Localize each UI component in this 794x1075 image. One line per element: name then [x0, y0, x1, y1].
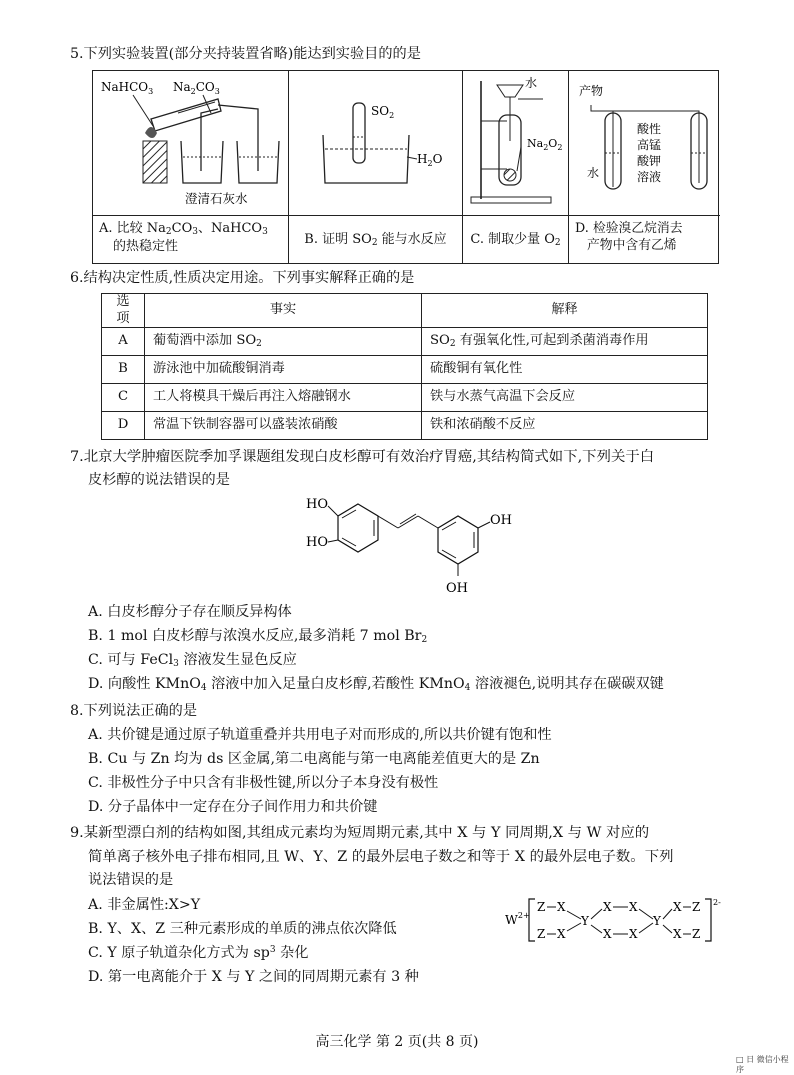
q5-option-b: B. 证明 $SO_2$ 能与水反应 — [289, 215, 462, 265]
q5-cell-c — [463, 71, 569, 263]
svg-text:Z: Z — [537, 927, 546, 941]
svg-text:X: X — [673, 900, 682, 914]
svg-text:Z: Z — [537, 900, 546, 914]
svg-text:酸性: 酸性 — [637, 122, 662, 136]
apparatus-c-diagram — [463, 71, 569, 215]
svg-text:X: X — [629, 927, 638, 941]
q8-option-a: A. 共价键是通过原子轨道重叠并共用电子对而形成的,所以共价键有饱和性 — [88, 727, 552, 743]
q8-stem: 8.下列说法正确的是 — [70, 703, 198, 719]
table-row: A 葡萄酒中添加 $SO_2$ $SO_2$ 有强氧化性,可起到杀菌消毒作用 — [102, 328, 708, 356]
q9-option-c: C. Y 原子轨道杂化方式为 $sp^3$ 杂化 — [88, 945, 309, 961]
q9-stem-3: 说法错误的是 — [88, 872, 174, 888]
q5-option-c: C. 制取少量 $O_2$ — [463, 215, 568, 265]
svg-text:Z: Z — [692, 927, 701, 941]
svg-text:澄清石灰水: 澄清石灰水 — [185, 191, 248, 206]
q6-header-fact: 事实 — [145, 294, 422, 328]
svg-text:HO: HO — [306, 497, 328, 512]
q8-option-b: B. Cu 与 Zn 均为 ds 区金属,第二电离能与第一电离能差值更大的是 Zn — [88, 751, 540, 767]
svg-text:SO2: $SO_2$ — [371, 104, 395, 120]
apparatus-b-diagram — [289, 71, 463, 215]
svg-text:X: X — [557, 900, 566, 914]
q5-stem: 5.下列实验装置(部分夹持装置省略)能达到实验目的的是 — [70, 46, 421, 62]
q9-option-a: A. 非金属性:X>Y — [88, 897, 201, 913]
svg-text:Na2CO3: $Na_2CO_3$ — [173, 80, 220, 96]
svg-text:Na2O2: $Na_2O_2$ — [527, 137, 563, 152]
svg-text:NaHCO3: NaHCO$_3$ — [101, 80, 154, 96]
q7-stem-2: 皮杉醇的说法错误的是 — [88, 472, 230, 488]
svg-text:2-: 2- — [713, 898, 721, 907]
q6-table — [101, 293, 708, 440]
piceatannol-structure — [300, 490, 520, 600]
q6-stem: 6.结构决定性质,性质决定用途。下列事实解释正确的是 — [70, 270, 415, 286]
svg-text:Z: Z — [692, 900, 701, 914]
svg-text:H2O: $H_2O$ — [417, 152, 443, 168]
apparatus-a-diagram — [93, 71, 289, 215]
table-row: C 工人将模具干燥后再注入熔融钢水 铁与水蒸气高温下会反应 — [102, 384, 708, 412]
svg-text:OH: OH — [490, 513, 512, 528]
svg-text:X: X — [603, 927, 612, 941]
q9-stem-2: 简单离子核外电子排布相同,且 W、Y、Z 的最外层电子数之和等于 X 的最外层电子数。下列 — [88, 849, 674, 865]
svg-text:Y: Y — [653, 914, 661, 928]
q7-stem-1: 7.北京大学肿瘤医院季加孚课题组发现白皮杉醇可有效治疗胃癌,其结构简式如下,下列关于白 — [70, 449, 655, 465]
svg-text:高锰: 高锰 — [637, 138, 662, 152]
svg-text:X: X — [557, 927, 566, 941]
q5-cell-d — [569, 71, 720, 263]
svg-text:水: 水 — [587, 166, 600, 180]
q5-option-d: D. 检验溴乙烷消去 产物中含有乙烯 — [569, 215, 720, 265]
q8-option-c: C. 非极性分子中只含有非极性键,所以分子本身没有极性 — [88, 775, 439, 791]
q9-ion-structure — [505, 895, 730, 945]
q6-header-explain: 解释 — [422, 294, 708, 328]
q5-apparatus-table — [92, 70, 719, 264]
svg-text:溶液: 溶液 — [637, 170, 662, 184]
apparatus-d-diagram — [569, 71, 720, 215]
q9-option-b: B. Y、X、Z 三种元素形成的单质的沸点依次降低 — [88, 921, 397, 937]
q9-stem-1: 9.某新型漂白剂的结构如图,其组成元素均为短周期元素,其中 X 与 Y 同周期,X 与 W 对应的 — [70, 825, 650, 841]
table-row: B 游泳池中加硫酸铜消毒 硫酸铜有氧化性 — [102, 356, 708, 384]
svg-text:X: X — [603, 900, 612, 914]
q5-option-a: A. 比较 $Na_2CO_3$、NaHCO$_3$ 的热稳定性 — [93, 215, 288, 265]
svg-text:W2+: $W^{2+}$ — [505, 911, 530, 927]
page-footer: 高三化学 第 2 页(共 8 页) — [315, 1034, 479, 1050]
q7-option-c: C. 可与 FeCl$_3$ 溶液发生显色反应 — [88, 652, 297, 669]
svg-text:X: X — [629, 900, 638, 914]
svg-text:Y: Y — [581, 914, 589, 928]
q5-cell-a — [93, 71, 289, 263]
svg-text:水: 水 — [525, 76, 538, 90]
watermark: □ 日 微信小程序 — [736, 1055, 789, 1074]
svg-text:酸钾: 酸钾 — [637, 154, 662, 168]
q7-option-d: D. 向酸性 KMnO$_4$ 溶液中加入足量白皮杉醇,若酸性 KMnO$_4$ 溶液褪色,说明其存在碳碳双键 — [88, 676, 664, 693]
q7-option-a: A. 白皮杉醇分子存在顺反异构体 — [88, 604, 292, 620]
q8-option-d: D. 分子晶体中一定存在分子间作用力和共价键 — [88, 799, 378, 815]
q5-cell-b — [289, 71, 463, 263]
q6-header-option: 选项 — [102, 294, 145, 328]
svg-text:OH: OH — [446, 581, 468, 596]
q7-option-b: B. 1 mol 白皮杉醇与浓溴水反应,最多消耗 7 mol $Br_2$ — [88, 628, 428, 645]
svg-text:X: X — [673, 927, 682, 941]
q9-option-d: D. 第一电离能介于 X 与 Y 之间的同周期元素有 3 种 — [88, 969, 419, 985]
svg-text:产物: 产物 — [579, 84, 604, 98]
table-row: D 常温下铁制容器可以盛装浓硝酸 铁和浓硝酸不反应 — [102, 412, 708, 440]
svg-text:HO: HO — [306, 535, 328, 550]
